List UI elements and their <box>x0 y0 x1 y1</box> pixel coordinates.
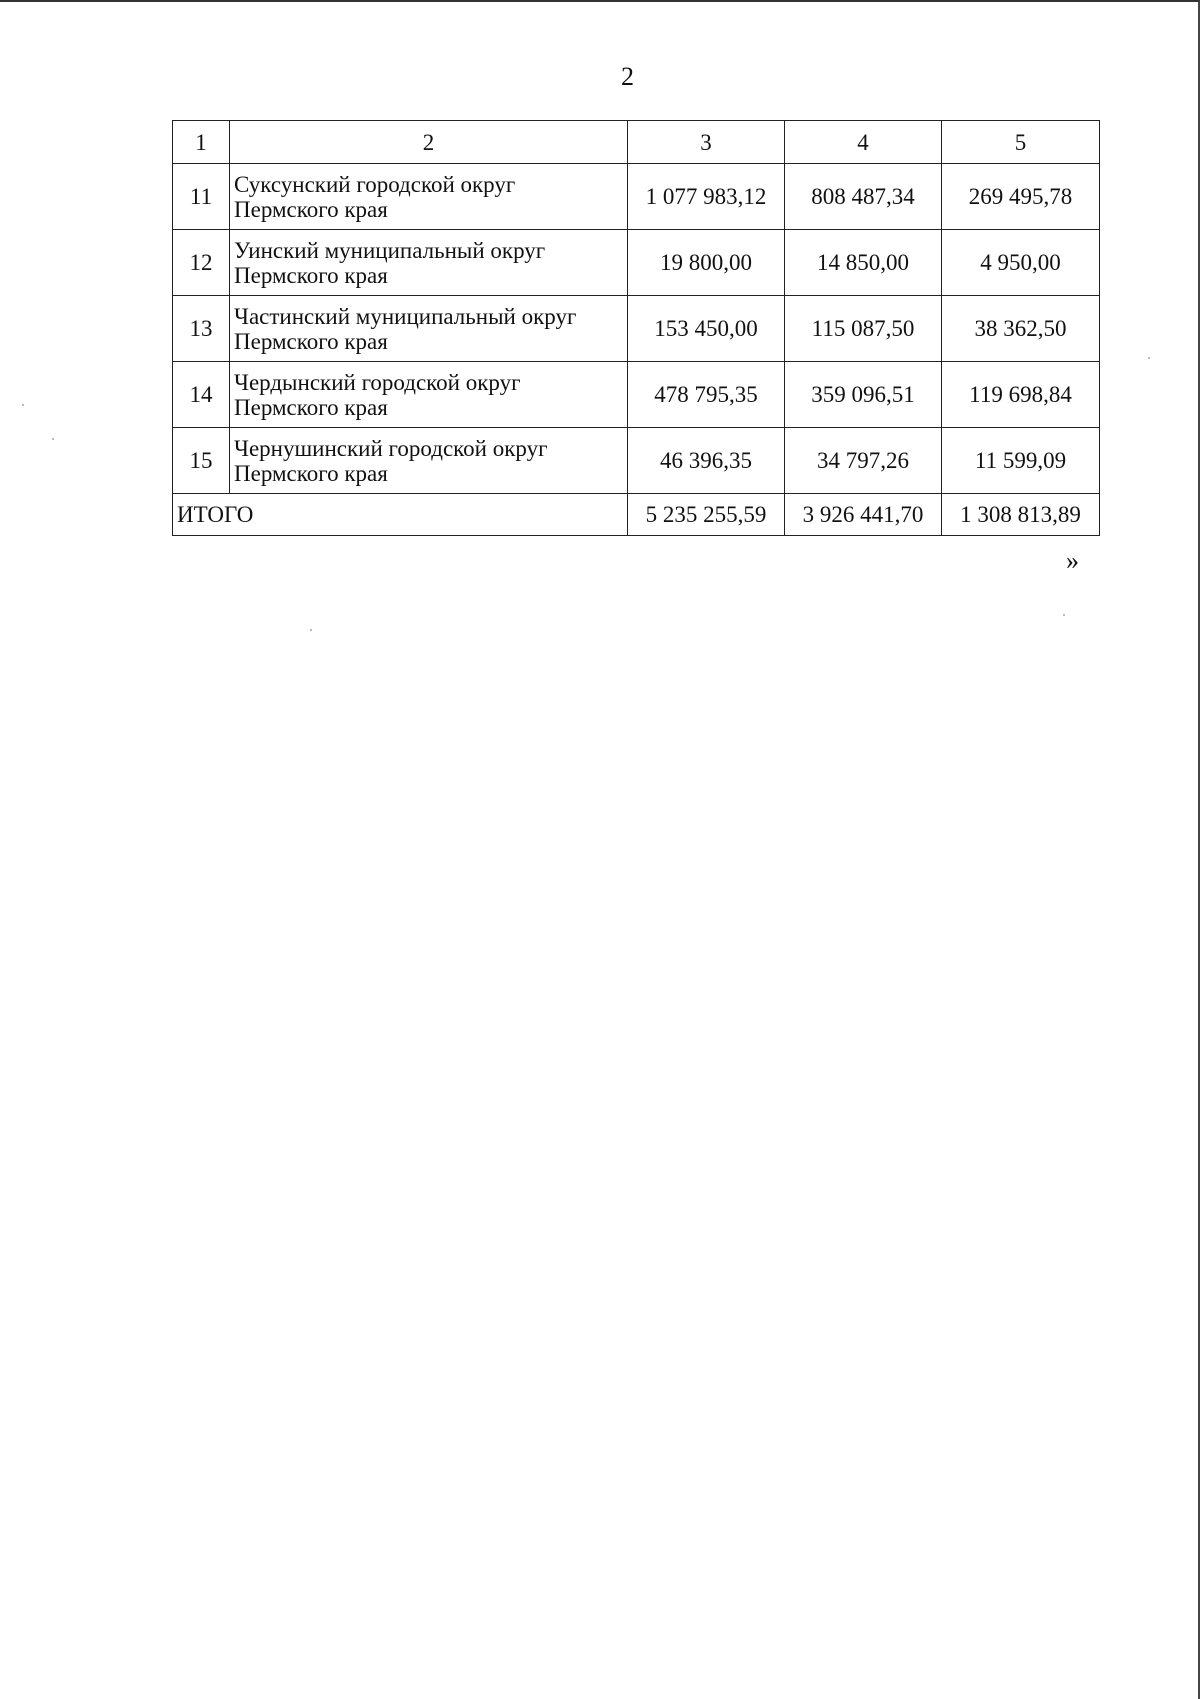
header-cell: 2 <box>230 121 628 164</box>
scan-speck <box>1063 614 1065 616</box>
table-total-row <box>173 494 1100 536</box>
table-row <box>173 296 1100 362</box>
amount-col4: 14 850,00 <box>785 230 942 296</box>
name-line: Пермского края <box>234 328 388 354</box>
total-col4: 3 926 441,70 <box>785 494 942 536</box>
scan-speck <box>52 438 54 440</box>
amount-col3: 153 450,00 <box>628 296 785 362</box>
row-number: 12 <box>173 230 230 296</box>
amount-col5: 119 698,84 <box>942 362 1100 428</box>
total-label: ИТОГО <box>173 494 628 536</box>
page-number: 2 <box>621 62 634 91</box>
row-number: 14 <box>173 362 230 428</box>
table-row <box>173 164 1100 230</box>
municipality-name <box>230 296 628 362</box>
scan-speck <box>22 404 24 406</box>
amount-col5: 269 495,78 <box>942 164 1100 230</box>
municipality-name <box>230 230 628 296</box>
amount-col5: 11 599,09 <box>942 428 1100 494</box>
amount-col5: 38 362,50 <box>942 296 1100 362</box>
table-row <box>173 362 1100 428</box>
amount-col3: 46 396,35 <box>628 428 785 494</box>
amount-col5: 4 950,00 <box>942 230 1100 296</box>
row-number: 11 <box>173 164 230 230</box>
row-number: 13 <box>173 296 230 362</box>
municipality-name <box>230 164 628 230</box>
amount-col4: 359 096,51 <box>785 362 942 428</box>
data-table <box>172 120 1100 536</box>
name-line: Пермского края <box>234 394 388 420</box>
name-line: Чердынский городской округ <box>234 369 521 395</box>
row-number: 15 <box>173 428 230 494</box>
amount-col3: 478 795,35 <box>628 362 785 428</box>
name-line: Пермского края <box>234 196 388 222</box>
name-line: Уинский муниципальный округ <box>234 237 546 263</box>
header-cell: 1 <box>173 121 230 164</box>
total-col5: 1 308 813,89 <box>942 494 1100 536</box>
amount-col4: 808 487,34 <box>785 164 942 230</box>
amount-col3: 1 077 983,12 <box>628 164 785 230</box>
table-header-row <box>173 121 1100 164</box>
scan-speck <box>310 629 312 631</box>
header-cell: 5 <box>942 121 1100 164</box>
header-cell: 4 <box>785 121 942 164</box>
table-row <box>173 230 1100 296</box>
amount-col3: 19 800,00 <box>628 230 785 296</box>
table-row <box>173 428 1100 494</box>
name-line: Пермского края <box>234 262 388 288</box>
amount-col4: 115 087,50 <box>785 296 942 362</box>
name-line: Суксунский городской округ <box>234 171 516 197</box>
municipality-name <box>230 362 628 428</box>
total-col3: 5 235 255,59 <box>628 494 785 536</box>
municipality-name <box>230 428 628 494</box>
header-cell: 3 <box>628 121 785 164</box>
name-line: Чернушинский городской округ <box>234 435 548 461</box>
amount-col4: 34 797,26 <box>785 428 942 494</box>
closing-quote: » <box>1066 546 1079 575</box>
name-line: Частинский муниципальный округ <box>234 303 577 329</box>
name-line: Пермского края <box>234 460 388 486</box>
scan-speck <box>1148 357 1150 359</box>
